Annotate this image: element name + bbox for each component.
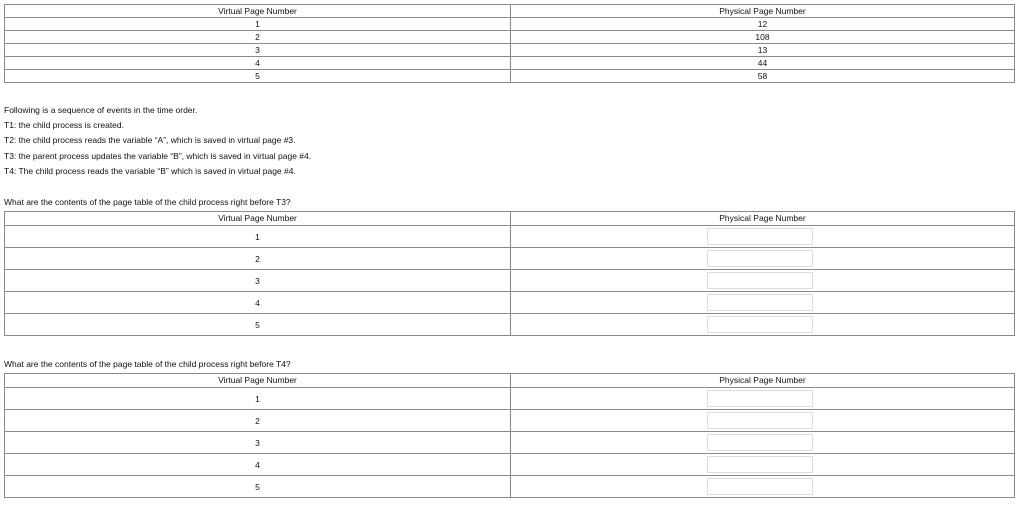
table-row [5,476,1015,498]
physical-page-cell: 58 [511,70,1015,83]
event-t1: T1: the child process is created. [4,120,125,131]
answer-cell [511,248,1015,270]
physical-page-input[interactable] [707,272,813,289]
virtual-page-cell: 1 [5,18,511,31]
physical-page-input[interactable] [707,316,813,333]
question-2-table [4,373,1015,498]
physical-page-cell: 44 [511,57,1015,70]
table-row [5,454,1015,476]
events-intro: Following is a sequence of events in the time order. [4,105,198,115]
virtual-page-cell: 1 [5,226,511,248]
table-row [5,314,1015,336]
header-virtual-page-number: Virtual Page Number [5,374,511,388]
table-row [5,44,1015,57]
table-row [5,70,1015,83]
virtual-page-cell: 4 [5,292,511,314]
physical-page-input[interactable] [707,434,813,451]
question-2-text: What are the contents of the page table of the child process right before T4? [4,359,291,369]
table-row [5,410,1015,432]
event-t2: T2: the child process reads the variable “A”, which is saved in virtual page #3. [4,135,296,146]
event-t4: T4: The child process reads the variable “B” which is saved in virtual page #4. [4,165,296,176]
answer-cell [511,226,1015,248]
physical-page-input[interactable] [707,456,813,473]
table-row [5,31,1015,44]
physical-page-cell: 13 [511,44,1015,57]
virtual-page-cell: 3 [5,432,511,454]
physical-page-cell: 108 [511,31,1015,44]
header-virtual-page-number: Virtual Page Number [5,5,511,18]
answer-cell [511,270,1015,292]
header-physical-page-number: Physical Page Number [511,374,1015,388]
given-page-table [4,4,1015,83]
virtual-page-cell: 1 [5,388,511,410]
question-1-table [4,211,1015,336]
physical-page-input[interactable] [707,478,813,495]
header-virtual-page-number: Virtual Page Number [5,212,511,226]
answer-cell [511,476,1015,498]
answer-cell [511,410,1015,432]
virtual-page-cell: 2 [5,248,511,270]
physical-page-input[interactable] [707,228,813,245]
physical-page-input[interactable] [707,250,813,267]
physical-page-cell: 12 [511,18,1015,31]
answer-cell [511,388,1015,410]
answer-cell [511,314,1015,336]
virtual-page-cell: 5 [5,476,511,498]
question-1-text: What are the contents of the page table of the child process right before T3? [4,197,291,207]
answer-cell [511,292,1015,314]
table-row [5,18,1015,31]
header-physical-page-number: Physical Page Number [511,5,1015,18]
table-row [5,270,1015,292]
physical-page-input[interactable] [707,412,813,429]
virtual-page-cell: 3 [5,270,511,292]
virtual-page-cell: 2 [5,31,511,44]
physical-page-input[interactable] [707,390,813,407]
table-row [5,57,1015,70]
table-header-row [5,212,1015,226]
table-row [5,432,1015,454]
event-t3: T3: the parent process updates the variable “B”, which is saved in virtual page #4. [4,150,312,161]
virtual-page-cell: 3 [5,44,511,57]
answer-cell [511,432,1015,454]
table-row [5,226,1015,248]
event-sequence [4,103,311,179]
virtual-page-cell: 4 [5,57,511,70]
table-header-row [5,5,1015,18]
answer-cell [511,454,1015,476]
table-header-row [5,374,1015,388]
physical-page-input[interactable] [707,294,813,311]
table-row [5,388,1015,410]
virtual-page-cell: 5 [5,314,511,336]
virtual-page-cell: 4 [5,454,511,476]
table-row [5,248,1015,270]
table-row [5,292,1015,314]
virtual-page-cell: 5 [5,70,511,83]
virtual-page-cell: 2 [5,410,511,432]
header-physical-page-number: Physical Page Number [511,212,1015,226]
